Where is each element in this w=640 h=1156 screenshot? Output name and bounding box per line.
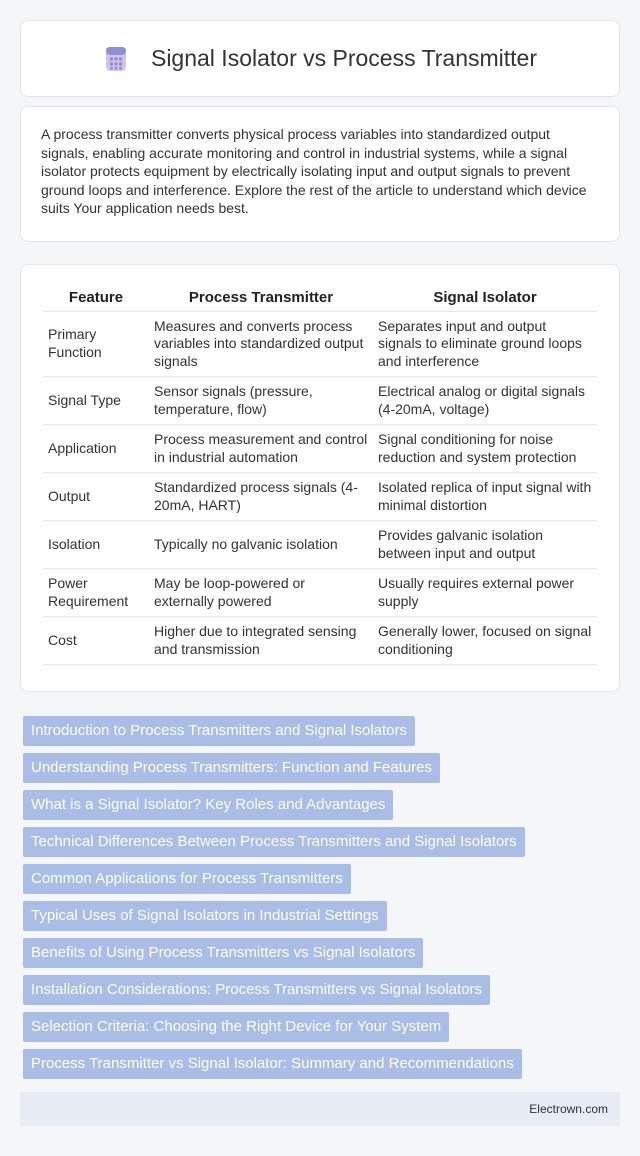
topic-link[interactable]: Understanding Process Transmitters: Function and Features <box>23 753 440 783</box>
topic-link[interactable]: Typical Uses of Signal Isolators in Industrial Settings <box>23 901 387 931</box>
topic-link[interactable]: Installation Considerations: Process Transmitters vs Signal Isolators <box>23 975 490 1005</box>
isolator-cell: Signal conditioning for noise reduction and system protection <box>373 425 597 473</box>
transmitter-cell: Measures and converts process variables into standardized output signals <box>149 311 373 377</box>
transmitter-cell: Sensor signals (pressure, temperature, flow) <box>149 377 373 425</box>
topic-link[interactable]: Selection Criteria: Choosing the Right Device for Your System <box>23 1012 449 1042</box>
topic-links <box>23 716 623 1086</box>
transmitter-cell: Standardized process signals (4-20mA, HART) <box>149 473 373 521</box>
comparison-card <box>20 264 620 692</box>
title-card <box>20 20 620 97</box>
isolator-cell: Separates input and output signals to eliminate ground loops and interference <box>373 311 597 377</box>
header-process-transmitter: Process Transmitter <box>149 285 373 311</box>
isolator-cell: Isolated replica of input signal with minimal distortion <box>373 473 597 521</box>
transmitter-cell: May be loop-powered or externally powered <box>149 569 373 617</box>
table-row <box>43 425 597 473</box>
transmitter-cell: Higher due to integrated sensing and transmission <box>149 617 373 665</box>
isolator-cell: Usually requires external power supply <box>373 569 597 617</box>
intro-text: A process transmitter converts physical process variables into standardized output signals, enabling accurate monitoring and control in industrial systems, while a signal isolator protects equipment by electrically isolating input and output signals to prevent ground loops and interference. Explore the rest of the article to understand which device suits Your application needs best. <box>41 126 587 216</box>
feature-cell: Application <box>43 425 149 473</box>
comparison-table <box>43 285 597 665</box>
table-row <box>43 377 597 425</box>
footer-brand[interactable]: Electrown.com <box>529 1102 608 1116</box>
feature-cell: Signal Type <box>43 377 149 425</box>
topic-link[interactable]: Benefits of Using Process Transmitters vs Signal Isolators <box>23 938 423 968</box>
feature-cell: Primary Function <box>43 311 149 377</box>
topic-link[interactable]: Introduction to Process Transmitters and Signal Isolators <box>23 716 415 746</box>
table-row <box>43 473 597 521</box>
transmitter-cell: Typically no galvanic isolation <box>149 521 373 569</box>
feature-cell: Power Requirement <box>43 569 149 617</box>
topic-link[interactable]: Process Transmitter vs Signal Isolator: Summary and Recommendations <box>23 1049 522 1079</box>
calculator-icon <box>103 46 129 72</box>
table-row <box>43 617 597 665</box>
table-row <box>43 521 597 569</box>
feature-cell: Cost <box>43 617 149 665</box>
topic-link[interactable]: What is a Signal Isolator? Key Roles and Advantages <box>23 790 393 820</box>
table-row <box>43 311 597 377</box>
isolator-cell: Electrical analog or digital signals (4-20mA, voltage) <box>373 377 597 425</box>
table-row <box>43 569 597 617</box>
footer <box>20 1092 620 1126</box>
isolator-cell: Provides galvanic isolation between input and output <box>373 521 597 569</box>
topic-link[interactable]: Technical Differences Between Process Transmitters and Signal Isolators <box>23 827 525 857</box>
feature-cell: Output <box>43 473 149 521</box>
header-feature: Feature <box>43 285 149 311</box>
intro-card <box>20 106 620 242</box>
topic-link[interactable]: Common Applications for Process Transmitters <box>23 864 351 894</box>
isolator-cell: Generally lower, focused on signal conditioning <box>373 617 597 665</box>
transmitter-cell: Process measurement and control in industrial automation <box>149 425 373 473</box>
header-signal-isolator: Signal Isolator <box>373 285 597 311</box>
feature-cell: Isolation <box>43 521 149 569</box>
page-title: Signal Isolator vs Process Transmitter <box>150 45 538 71</box>
table-header-row <box>43 285 597 311</box>
